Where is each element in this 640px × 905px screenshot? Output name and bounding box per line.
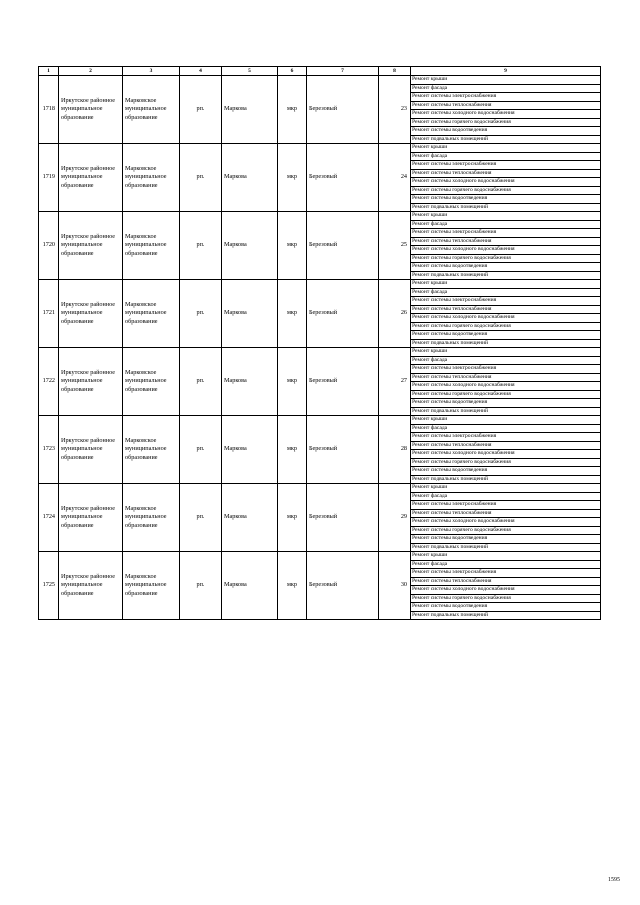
repair-work-item: Ремонт системы теплоснабжения [411,237,601,246]
area-type: мкр [278,348,307,416]
area-name: Березовый [307,552,379,620]
repair-work-item: Ремонт фасада [411,288,601,297]
repair-work-item: Ремонт крыши [411,484,601,493]
repair-work-item: Ремонт подвальных помещений [411,543,601,552]
repair-work-item: Ремонт фасада [411,560,601,569]
repair-work-item: Ремонт системы холодного водоснабжения [411,246,601,255]
repair-work-item: Ремонт системы теплоснабжения [411,577,601,586]
district-name: Иркутское районное муниципальное образование [59,484,123,552]
repair-work-item: Ремонт системы горячего водоснабжения [411,186,601,195]
repair-work-item: Ремонт системы водоотведения [411,331,601,340]
repair-work-item: Ремонт фасада [411,492,601,501]
area-type: мкр [278,144,307,212]
district-name: Иркутское районное муниципальное образование [59,212,123,280]
area-name: Березовый [307,280,379,348]
record-number: 1725 [39,552,59,620]
settlement-name: Маркова [222,212,278,280]
repair-work-item: Ремонт системы электроснабжения [411,501,601,510]
repair-work-item: Ремонт подвальных помещений [411,339,601,348]
repair-work-item: Ремонт системы электроснабжения [411,161,601,170]
repair-work-item: Ремонт крыши [411,552,601,561]
house-number: 29 [379,484,411,552]
settlement-type: рп. [180,280,222,348]
repair-work-item: Ремонт системы электроснабжения [411,93,601,102]
repair-work-item: Ремонт системы горячего водоснабжения [411,118,601,127]
repair-work-item: Ремонт системы холодного водоснабжения [411,518,601,527]
settlement-type: рп. [180,484,222,552]
repair-work-item: Ремонт системы теплоснабжения [411,305,601,314]
repair-work-item: Ремонт крыши [411,144,601,153]
municipality-name: Марковское муниципальное образование [123,416,180,484]
repair-work-item: Ремонт фасада [411,152,601,161]
column-header: 3 [123,67,180,76]
repair-work-item: Ремонт фасада [411,220,601,229]
record-number: 1720 [39,212,59,280]
repair-work-item: Ремонт системы холодного водоснабжения [411,450,601,459]
repair-work-item: Ремонт подвальных помещений [411,611,601,620]
table-row [39,552,601,561]
column-header: 7 [307,67,379,76]
area-type: мкр [278,212,307,280]
table-row [39,416,601,425]
repair-work-item: Ремонт крыши [411,280,601,289]
district-name: Иркутское районное муниципальное образование [59,144,123,212]
settlement-name: Маркова [222,348,278,416]
house-number: 23 [379,76,411,144]
settlement-name: Маркова [222,76,278,144]
settlement-name: Маркова [222,484,278,552]
repair-work-item: Ремонт системы теплоснабжения [411,373,601,382]
repair-work-item: Ремонт системы электроснабжения [411,569,601,578]
repair-work-item: Ремонт крыши [411,348,601,357]
municipality-name: Марковское муниципальное образование [123,348,180,416]
house-number: 28 [379,416,411,484]
area-name: Березовый [307,144,379,212]
repair-work-item: Ремонт фасада [411,356,601,365]
record-number: 1721 [39,280,59,348]
repair-work-item: Ремонт системы горячего водоснабжения [411,322,601,331]
municipality-name: Марковское муниципальное образование [123,552,180,620]
house-number: 30 [379,552,411,620]
header-row [39,67,601,76]
table-row [39,76,601,85]
column-header: 6 [278,67,307,76]
table-body [39,76,601,620]
repair-work-item: Ремонт подвальных помещений [411,271,601,280]
repair-work-item: Ремонт подвальных помещений [411,475,601,484]
column-header: 4 [180,67,222,76]
repair-work-item: Ремонт системы горячего водоснабжения [411,526,601,535]
repair-work-item: Ремонт системы теплоснабжения [411,101,601,110]
district-name: Иркутское районное муниципальное образование [59,76,123,144]
repair-work-item: Ремонт системы холодного водоснабжения [411,382,601,391]
municipality-name: Марковское муниципальное образование [123,76,180,144]
repair-work-item: Ремонт системы холодного водоснабжения [411,110,601,119]
repair-work-item: Ремонт системы холодного водоснабжения [411,314,601,323]
district-name: Иркутское районное муниципальное образование [59,416,123,484]
settlement-type: рп. [180,552,222,620]
settlement-type: рп. [180,76,222,144]
repair-work-item: Ремонт системы электроснабжения [411,365,601,374]
repair-work-item: Ремонт системы водоотведения [411,195,601,204]
repair-work-item: Ремонт системы водоотведения [411,127,601,136]
column-header: 2 [59,67,123,76]
repair-work-item: Ремонт системы водоотведения [411,467,601,476]
repair-work-item: Ремонт подвальных помещений [411,135,601,144]
house-number: 26 [379,280,411,348]
repair-work-item: Ремонт фасада [411,424,601,433]
area-name: Березовый [307,416,379,484]
column-header: 8 [379,67,411,76]
record-number: 1719 [39,144,59,212]
area-name: Березовый [307,484,379,552]
record-number: 1723 [39,416,59,484]
column-header: 9 [411,67,601,76]
column-header: 5 [222,67,278,76]
repair-work-item: Ремонт системы водоотведения [411,535,601,544]
settlement-name: Маркова [222,416,278,484]
repair-work-item: Ремонт системы горячего водоснабжения [411,594,601,603]
house-number: 25 [379,212,411,280]
repair-work-item: Ремонт системы электроснабжения [411,433,601,442]
repair-work-item: Ремонт крыши [411,212,601,221]
repair-work-item: Ремонт системы горячего водоснабжения [411,254,601,263]
area-type: мкр [278,484,307,552]
repair-work-item: Ремонт системы электроснабжения [411,297,601,306]
settlement-type: рп. [180,144,222,212]
repair-work-item: Ремонт крыши [411,416,601,425]
repair-work-item: Ремонт системы горячего водоснабжения [411,458,601,467]
repair-work-item: Ремонт подвальных помещений [411,203,601,212]
repair-work-item: Ремонт системы холодного водоснабжения [411,178,601,187]
repair-work-item: Ремонт системы холодного водоснабжения [411,586,601,595]
repair-work-item: Ремонт подвальных помещений [411,407,601,416]
table-row [39,212,601,221]
repair-work-item: Ремонт системы водоотведения [411,603,601,612]
repair-work-item: Ремонт системы теплоснабжения [411,509,601,518]
record-number: 1718 [39,76,59,144]
repair-work-item: Ремонт системы водоотведения [411,263,601,272]
area-type: мкр [278,280,307,348]
settlement-name: Маркова [222,280,278,348]
district-name: Иркутское районное муниципальное образование [59,280,123,348]
repair-work-item: Ремонт фасада [411,84,601,93]
area-name: Березовый [307,212,379,280]
municipality-name: Марковское муниципальное образование [123,144,180,212]
record-number: 1722 [39,348,59,416]
area-type: мкр [278,552,307,620]
house-number: 27 [379,348,411,416]
repair-program-table [38,66,601,620]
area-type: мкр [278,76,307,144]
repair-work-item: Ремонт системы теплоснабжения [411,169,601,178]
district-name: Иркутское районное муниципальное образование [59,348,123,416]
column-header: 1 [39,67,59,76]
settlement-name: Маркова [222,552,278,620]
table-row [39,348,601,357]
area-name: Березовый [307,348,379,416]
settlement-type: рп. [180,416,222,484]
municipality-name: Марковское муниципальное образование [123,280,180,348]
repair-work-item: Ремонт системы горячего водоснабжения [411,390,601,399]
settlement-type: рп. [180,212,222,280]
table-row [39,280,601,289]
settlement-name: Маркова [222,144,278,212]
page-number: 1595 [608,877,620,883]
district-name: Иркутское районное муниципальное образование [59,552,123,620]
municipality-name: Марковское муниципальное образование [123,212,180,280]
repair-work-item: Ремонт крыши [411,76,601,85]
repair-work-item: Ремонт системы электроснабжения [411,229,601,238]
house-number: 24 [379,144,411,212]
area-name: Березовый [307,76,379,144]
settlement-type: рп. [180,348,222,416]
municipality-name: Марковское муниципальное образование [123,484,180,552]
repair-work-item: Ремонт системы теплоснабжения [411,441,601,450]
area-type: мкр [278,416,307,484]
table-row [39,484,601,493]
table-row [39,144,601,153]
record-number: 1724 [39,484,59,552]
repair-work-item: Ремонт системы водоотведения [411,399,601,408]
